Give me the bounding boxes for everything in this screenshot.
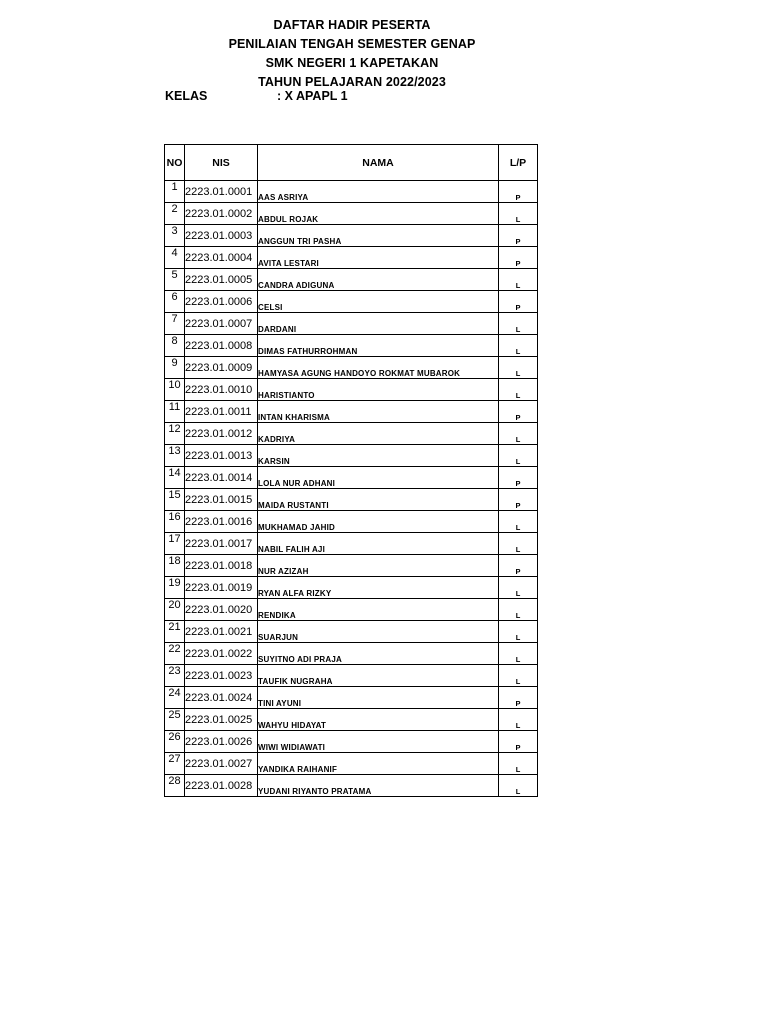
cell-lp: L: [499, 313, 538, 335]
title-line-year: TAHUN PELAJARAN 2022/2023: [258, 75, 446, 89]
cell-no: 6: [165, 291, 185, 313]
cell-nama: YANDIKA RAIHANIF: [258, 753, 499, 775]
cell-no: 28: [165, 775, 185, 797]
cell-nama: CANDRA ADIGUNA: [258, 269, 499, 291]
cell-lp: L: [499, 203, 538, 225]
table-row: [165, 599, 538, 621]
cell-lp: P: [499, 247, 538, 269]
cell-nama: INTAN KHARISMA: [258, 401, 499, 423]
cell-lp: L: [499, 335, 538, 357]
cell-nis: 2223.01.0025: [185, 709, 258, 731]
table-row: [165, 621, 538, 643]
cell-lp: L: [499, 775, 538, 797]
table-row: [165, 291, 538, 313]
cell-nis: 2223.01.0019: [185, 577, 258, 599]
cell-nis: 2223.01.0004: [185, 247, 258, 269]
table-row: [165, 203, 538, 225]
cell-nis: 2223.01.0002: [185, 203, 258, 225]
cell-nis: 2223.01.0005: [185, 269, 258, 291]
cell-nis: 2223.01.0006: [185, 291, 258, 313]
cell-nama: RYAN ALFA RIZKY: [258, 577, 499, 599]
cell-lp: L: [499, 269, 538, 291]
cell-nama: NABIL FALIH AJI: [258, 533, 499, 555]
attendance-table: [164, 144, 538, 797]
cell-no: 26: [165, 731, 185, 753]
column-header-no: NO: [165, 145, 185, 181]
cell-lp: L: [499, 643, 538, 665]
table-row: [165, 775, 538, 797]
cell-no: 18: [165, 555, 185, 577]
cell-lp: L: [499, 665, 538, 687]
cell-nama: LOLA NUR ADHANI: [258, 467, 499, 489]
cell-lp: P: [499, 467, 538, 489]
table-row: [165, 533, 538, 555]
cell-nis: 2223.01.0024: [185, 687, 258, 709]
table-row: [165, 357, 538, 379]
cell-nama: TINI AYUNI: [258, 687, 499, 709]
cell-nama: MAIDA RUSTANTI: [258, 489, 499, 511]
cell-lp: P: [499, 687, 538, 709]
table-row: [165, 247, 538, 269]
cell-no: 14: [165, 467, 185, 489]
cell-nis: 2223.01.0027: [185, 753, 258, 775]
table-row: [165, 577, 538, 599]
title-line-exam: PENILAIAN TENGAH SEMESTER GENAP: [228, 37, 476, 51]
table-row: [165, 665, 538, 687]
cell-nama: TAUFIK NUGRAHA: [258, 665, 499, 687]
table-row: [165, 753, 538, 775]
cell-no: 11: [165, 401, 185, 423]
cell-no: 25: [165, 709, 185, 731]
cell-nis: 2223.01.0001: [185, 181, 258, 203]
cell-nama: YUDANI RIYANTO PRATAMA: [258, 775, 499, 797]
cell-nama: DIMAS FATHURROHMAN: [258, 335, 499, 357]
title-line-school: SMK NEGERI 1 KAPETAKAN: [265, 56, 439, 70]
cell-nis: 2223.01.0016: [185, 511, 258, 533]
table-row: [165, 709, 538, 731]
cell-lp: L: [499, 709, 538, 731]
table-row: [165, 401, 538, 423]
cell-nis: 2223.01.0028: [185, 775, 258, 797]
cell-nama: HAMYASA AGUNG HANDOYO ROKMAT MUBAROK: [258, 357, 499, 379]
cell-no: 17: [165, 533, 185, 555]
cell-nama: WIWI WIDIAWATI: [258, 731, 499, 753]
table-row: [165, 181, 538, 203]
kelas-label: KELAS: [165, 89, 208, 103]
cell-nama: NUR AZIZAH: [258, 555, 499, 577]
cell-no: 16: [165, 511, 185, 533]
table-row: [165, 225, 538, 247]
document-title: [0, 16, 704, 92]
cell-nama: RENDIKA: [258, 599, 499, 621]
cell-nis: 2223.01.0020: [185, 599, 258, 621]
table-row: [165, 467, 538, 489]
cell-lp: L: [499, 357, 538, 379]
cell-nis: 2223.01.0026: [185, 731, 258, 753]
cell-no: 23: [165, 665, 185, 687]
column-header-nama: NAMA: [258, 145, 499, 181]
cell-no: 7: [165, 313, 185, 335]
table-row: [165, 643, 538, 665]
cell-no: 13: [165, 445, 185, 467]
cell-nis: 2223.01.0021: [185, 621, 258, 643]
column-header-nis: NIS: [185, 145, 258, 181]
cell-lp: L: [499, 511, 538, 533]
cell-nama: AVITA LESTARI: [258, 247, 499, 269]
cell-nama: SUARJUN: [258, 621, 499, 643]
cell-nis: 2223.01.0010: [185, 379, 258, 401]
cell-no: 4: [165, 247, 185, 269]
cell-nama: DARDANI: [258, 313, 499, 335]
cell-no: 2: [165, 203, 185, 225]
cell-nis: 2223.01.0012: [185, 423, 258, 445]
cell-nis: 2223.01.0017: [185, 533, 258, 555]
table-row: [165, 511, 538, 533]
cell-lp: P: [499, 489, 538, 511]
table-header-row: [165, 145, 538, 181]
kelas-value: : X APAPL 1: [277, 89, 348, 103]
cell-lp: L: [499, 599, 538, 621]
cell-nis: 2223.01.0003: [185, 225, 258, 247]
cell-nis: 2223.01.0014: [185, 467, 258, 489]
cell-lp: P: [499, 181, 538, 203]
cell-nama: CELSI: [258, 291, 499, 313]
cell-nama: KADRIYA: [258, 423, 499, 445]
cell-nis: 2223.01.0011: [185, 401, 258, 423]
cell-no: 10: [165, 379, 185, 401]
cell-no: 3: [165, 225, 185, 247]
cell-no: 8: [165, 335, 185, 357]
cell-lp: L: [499, 379, 538, 401]
table-row: [165, 269, 538, 291]
table-row: [165, 445, 538, 467]
cell-no: 24: [165, 687, 185, 709]
cell-no: 19: [165, 577, 185, 599]
cell-nis: 2223.01.0023: [185, 665, 258, 687]
table-row: [165, 335, 538, 357]
cell-lp: L: [499, 533, 538, 555]
cell-nama: WAHYU HIDAYAT: [258, 709, 499, 731]
cell-no: 20: [165, 599, 185, 621]
table-row: [165, 379, 538, 401]
title-line-heading: DAFTAR HADIR PESERTA: [273, 18, 431, 32]
cell-nama: ANGGUN TRI PASHA: [258, 225, 499, 247]
cell-nis: 2223.01.0008: [185, 335, 258, 357]
cell-nis: 2223.01.0009: [185, 357, 258, 379]
cell-nis: 2223.01.0015: [185, 489, 258, 511]
cell-nis: 2223.01.0013: [185, 445, 258, 467]
cell-lp: L: [499, 577, 538, 599]
cell-no: 5: [165, 269, 185, 291]
cell-nama: MUKHAMAD JAHID: [258, 511, 499, 533]
cell-nis: 2223.01.0007: [185, 313, 258, 335]
cell-lp: P: [499, 555, 538, 577]
cell-no: 27: [165, 753, 185, 775]
cell-lp: P: [499, 731, 538, 753]
cell-lp: L: [499, 423, 538, 445]
table-row: [165, 555, 538, 577]
cell-no: 1: [165, 181, 185, 203]
table-body: [165, 181, 538, 797]
cell-nama: KARSIN: [258, 445, 499, 467]
column-header-lp: L/P: [499, 145, 538, 181]
cell-lp: L: [499, 621, 538, 643]
table-row: [165, 687, 538, 709]
cell-nama: ABDUL ROJAK: [258, 203, 499, 225]
cell-no: 15: [165, 489, 185, 511]
table-row: [165, 313, 538, 335]
cell-no: 21: [165, 621, 185, 643]
table-row: [165, 423, 538, 445]
cell-nis: 2223.01.0022: [185, 643, 258, 665]
cell-nama: AAS ASRIYA: [258, 181, 499, 203]
cell-nama: SUYITNO ADI PRAJA: [258, 643, 499, 665]
table-row: [165, 489, 538, 511]
cell-nis: 2223.01.0018: [185, 555, 258, 577]
cell-lp: P: [499, 401, 538, 423]
cell-no: 12: [165, 423, 185, 445]
table-row: [165, 731, 538, 753]
cell-lp: P: [499, 291, 538, 313]
cell-no: 22: [165, 643, 185, 665]
cell-nama: HARISTIANTO: [258, 379, 499, 401]
cell-lp: P: [499, 225, 538, 247]
cell-lp: L: [499, 445, 538, 467]
cell-lp: L: [499, 753, 538, 775]
cell-no: 9: [165, 357, 185, 379]
